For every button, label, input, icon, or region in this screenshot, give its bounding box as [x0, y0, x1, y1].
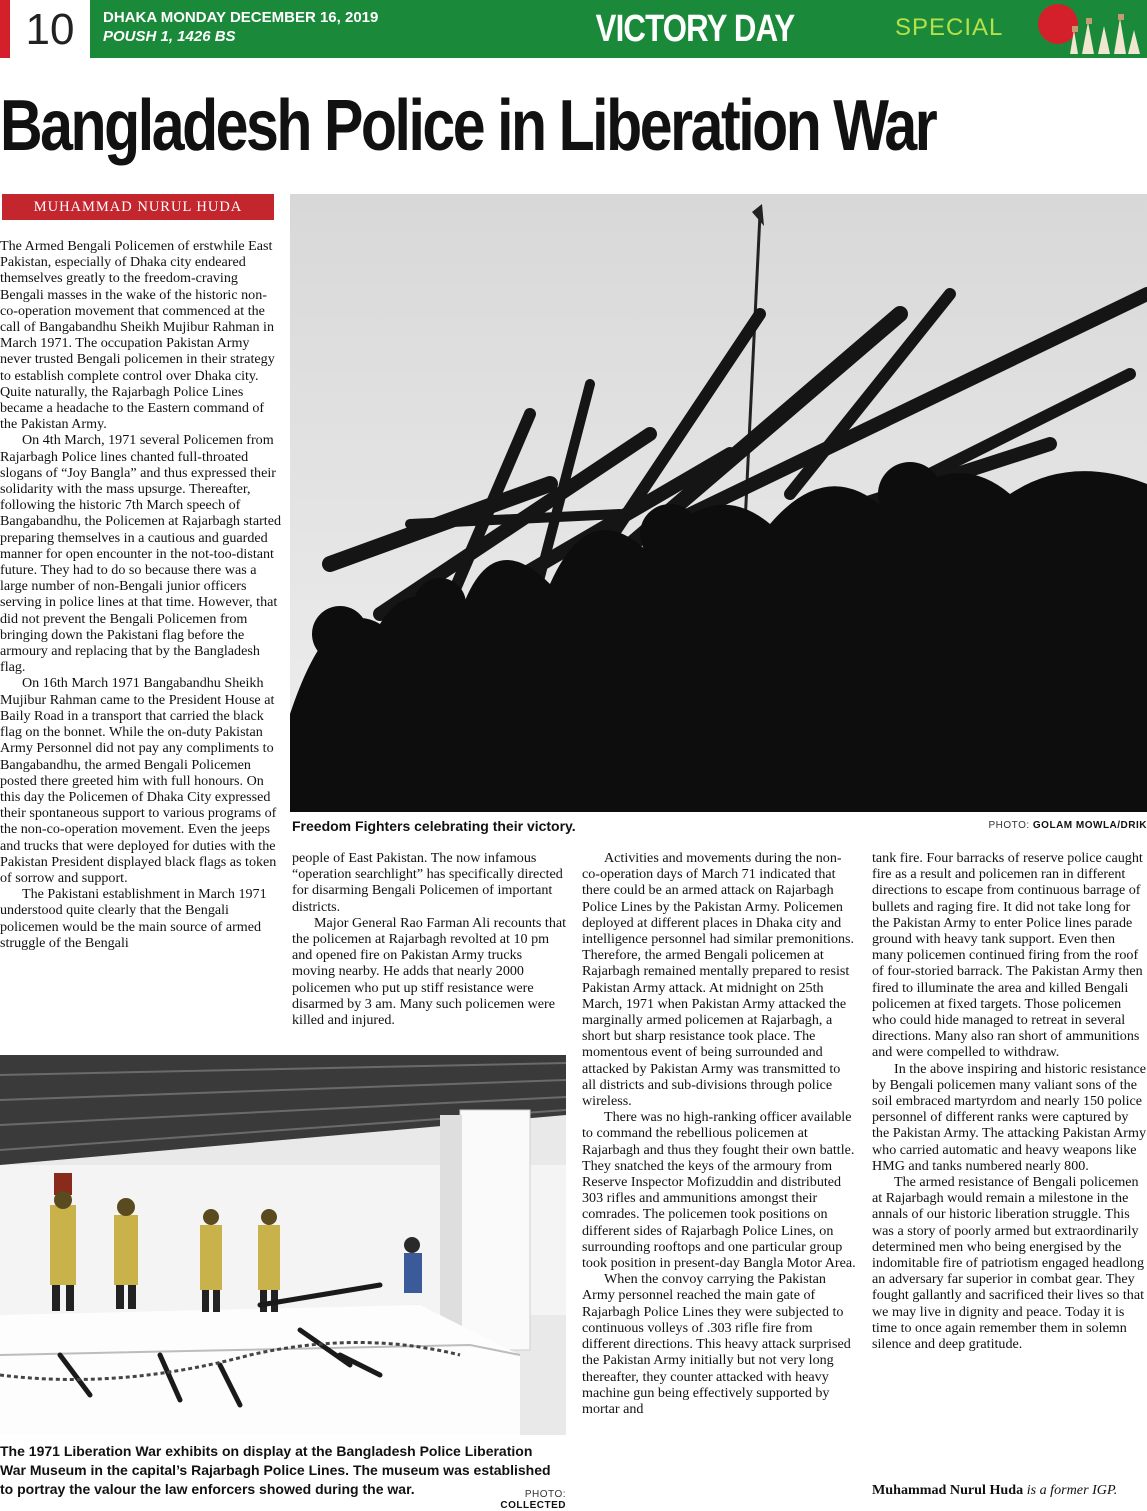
- section-title: VICTORY DAY: [595, 8, 795, 50]
- credit-prefix: PHOTO:: [524, 1489, 566, 1500]
- museum-exhibit-photo: [0, 1055, 566, 1435]
- paragraph: people of East Pakistan. The now infamous “operation searchlight” has specifically directed for disarming Bengali Policemen of important districts.: [292, 850, 563, 915]
- article-column-1: [0, 238, 282, 951]
- credit-name: GOLAM MOWLA/DRIK: [1032, 820, 1147, 831]
- main-photo-caption: Freedom Fighters celebrating their victory.: [292, 818, 576, 834]
- signature-name: Muhammad Nurul Huda: [872, 1482, 1024, 1498]
- dateline: [103, 8, 378, 46]
- main-photo-credit: [940, 820, 1147, 831]
- paragraph: There was no high-ranking officer available to command the rebellious policemen at Rajarbagh and thus they fought their own battle. They snatched the keys of the armoury from Reserve Inspector Mofizuddin and distributed 303 rifles and ammunitions amongst their comrades. The policemen took positions on different sides of Rajarbagh Police Lines, on surrounding rooftops and one particular group took position in present-day Bangla Motor Area.: [582, 1109, 856, 1272]
- signature-role: is a former IGP.: [1026, 1482, 1118, 1498]
- byline: MUHAMMAD NURUL HUDA: [2, 194, 274, 220]
- section-label: SPECIAL: [895, 14, 1004, 41]
- paragraph: The armed resistance of Bengali policemen at Rajarbagh would remain a milestone in the annals of our historic liberation struggle. This was a story of poorly armed but extraordinarily determined men who being energised by the indomitable fire of patriotism engaged headlong an adversary far superior in combat gear. They fought gallantly and sacrificed their lives so that we may live in dignity and peace. Today it is time to once again remember them in solemn silence and deep gratitude.: [872, 1174, 1145, 1353]
- paragraph: On 16th March 1971 Bangabandhu Sheikh Mujibur Rahman came to the President House at Baily Road in a transport that carried the black flag on the bonnet. While the on-duty Pakistan Army Personnel did not pay any compliments to Bangabandhu, the armed Bengali Policemen posted there greeted him with full honours. On this day the Policemen of Dhaka City expressed their spontaneous support to various programs of the non-co-operation movement. Even the jeeps and trucks that were deployed for duties with the Pakistan President displayed black flags as token of sorrow and support.: [0, 675, 277, 886]
- article-column-4: [872, 850, 1147, 1352]
- credit-prefix: PHOTO:: [988, 820, 1033, 831]
- museum-photo-caption: The 1971 Liberation War exhibits on display at the Bangladesh Police Liberation War Museum in the capital’s Rajarbagh Police Lines. The museum was established to portray the valour the law enforcers showed during the war.: [0, 1443, 551, 1497]
- article-column-2: [292, 850, 567, 1028]
- paragraph: When the convoy carrying the Pakistan Army personnel reached the main gate of Rajarbagh Police Lines they were subjected to continuous volleys of .303 rifle fire from different directions. This heavy attack surprised the Pakistan Army initially but not very long thereafter, they counter attacked with heavy machine gun being effectively supported by mortar and: [582, 1271, 851, 1417]
- article-column-3: [582, 850, 857, 1417]
- headline: Bangladesh Police in Liberation War: [0, 86, 936, 166]
- paragraph: In the above inspiring and historic resistance by Bengali policemen many valiant sons of the soil embraced martyrdom and nearly 150 police personnel of different ranks were captured by the Pakistan Army. The attacking Pakistan Army who carried automatic and heavy weapons like HMG and tanks numbered nearly 800.: [872, 1060, 1147, 1174]
- paragraph: Major General Rao Farman Ali recounts that the policemen at Rajarbagh revolted at 10 pm and opened fire on Pakistan Army trucks moving nearby. He adds that nearly 2000 policemen who put up stiff resistance were disarmed by 3 am. Many such policemen were killed and injured.: [292, 914, 567, 1029]
- paragraph: tank fire. Four barracks of reserve police caught fire as a result and policemen ran in different directions to escape from continuous barrage of bullets and raging fire. It did not take long for the Pakistan Army to enter Police lines parade ground with heavy tank support. Even then many policemen continued firing from the roof of four-storied barrack. The Pakistan Army then fired to illuminate the area and killed Bengali policemen at fixed targets. Those policemen who could hide managed to retreat in several directions. Many also ran short of ammunitions and were compelled to withdraw.: [872, 850, 1143, 1061]
- credit-name: COLLECTED: [500, 1500, 566, 1511]
- author-signature: [872, 1482, 1147, 1499]
- museum-photo-credit: [456, 1489, 566, 1511]
- page-number: 10: [10, 0, 90, 58]
- freedom-fighters-photo: [290, 194, 1147, 812]
- header-red-accent: [0, 0, 10, 58]
- main-photo: [290, 194, 1147, 812]
- paragraph: Activities and movements during the non-co-operation days of March 71 indicated that there could be an armed attack on Rajarbagh Police Lines by the Pakistan Army. Policemen deployed at different places in Dhaka city and intelligence personnel had similar premonitions. Therefore, the armed Bengali policemen at Rajarbagh remained mentally prepared to resist Pakistan Army attack. At midnight on 25th March, 1971 when Pakistan Army attacked the marginally armed policemen at Rajarbagh, a short but sharp resistance took place. The momentous event of being surrounded and attacked by Pakistan Army was transmitted to all districts and sub-divisions through police wireless.: [582, 850, 855, 1110]
- victory-emblem-icon: [1010, 0, 1147, 58]
- paragraph: The Armed Bengali Policemen of erstwhile East Pakistan, especially of Dhaka city endeared themselves greatly to the freedom-craving Bengali masses in the wake of the historic non-co-operation movement that commenced at the call of Bangabandhu Sheikh Mujibur Rahman in March 1971. The occupation Pakistan Army never trusted Bengali policemen in their strategy to establish complete control over Dhaka city. Quite naturally, the Rajarbagh Police Lines became a headache to the Eastern command of the Pakistan Army.: [0, 238, 275, 433]
- paragraph: The Pakistani establishment in March 1971 understood quite clearly that the Bengali policemen would be the main source of armed struggle of the Bengali: [0, 886, 267, 951]
- paragraph: On 4th March, 1971 several Policemen from Rajarbagh Police lines chanted full-throated slogans of “Joy Bangla” and thus expressed their solidarity with the mass upsurge. Thereafter, following the historic 7th March speech of Bangabandhu, the Policemen at Rajarbagh started preparing themselves in a cautious and guarded manner for open encounter in the not-too-distant future. They had to do so because there was a large number of non-Bengali junior officers serving in police lines at that time. However, that did not prevent the Bengali Policemen from bringing down the Pakistani flag before the armoury and replacing that by the Bangladesh flag.: [0, 432, 282, 676]
- date-line: DHAKA MONDAY DECEMBER 16, 2019: [103, 9, 379, 26]
- museum-photo: [0, 1055, 566, 1435]
- bengali-date: POUSH 1, 1426 BS: [103, 28, 236, 45]
